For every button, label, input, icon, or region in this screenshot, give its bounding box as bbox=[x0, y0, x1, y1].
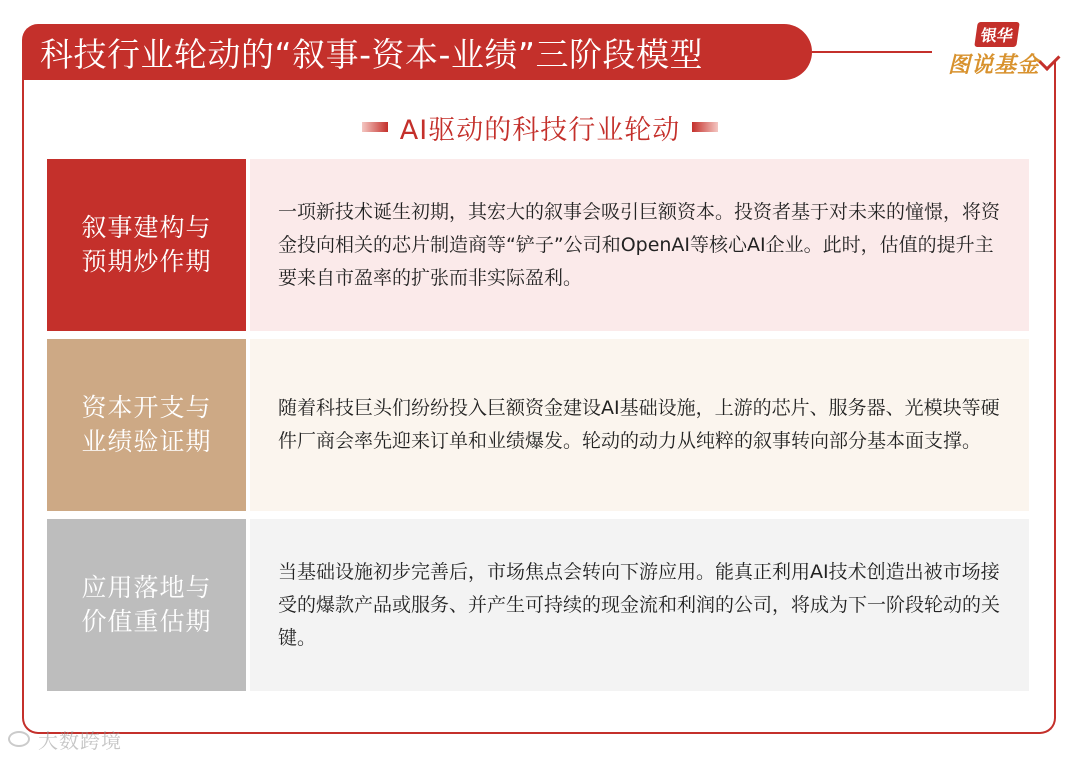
subtitle-right-bar bbox=[692, 122, 718, 132]
page-title: 科技行业轮动的“叙事-资本-业绩”三阶段模型 bbox=[40, 34, 704, 74]
stage-content-1 bbox=[250, 159, 1029, 331]
stage-label-2-line-2: 业绩验证期 bbox=[81, 427, 212, 456]
stage-row-3 bbox=[47, 519, 1029, 691]
stage-description-2: 随着科技巨头们纷纷投入巨额资金建设AI基础设施，上游的芯片、服务器、光模块等硬件厂商会率先迎来订单和业绩爆发。轮动的动力从纯粹的叙事转向部分基本面支撑。 bbox=[278, 397, 1000, 452]
watermark-icon bbox=[8, 731, 30, 747]
title-banner bbox=[22, 24, 812, 80]
stage-content-3 bbox=[250, 519, 1029, 691]
stage-label-2-line-1: 资本开支与 bbox=[81, 393, 212, 422]
logo-bottom-text: 图说基金 bbox=[948, 53, 1041, 78]
watermark-text: 大数跨境 bbox=[38, 728, 122, 753]
title-divider-line bbox=[812, 51, 932, 53]
brand-logo bbox=[944, 20, 1064, 82]
check-icon bbox=[1039, 49, 1061, 71]
stage-row-1 bbox=[47, 159, 1029, 331]
stage-label-2 bbox=[47, 339, 246, 511]
stage-label-1-line-1: 叙事建构与 bbox=[81, 213, 212, 242]
stage-label-3-line-2: 价值重估期 bbox=[81, 607, 212, 636]
stage-row-2 bbox=[47, 339, 1029, 511]
subtitle-left-bar bbox=[362, 122, 388, 132]
logo-top-text: 银华 bbox=[974, 22, 1020, 47]
section-subtitle bbox=[0, 107, 1080, 147]
stage-description-1: 一项新技术诞生初期，其宏大的叙事会吸引巨额资本。投资者基于对未来的憧憬，将资金投向相关的芯片制造商等“铲子”公司和OpenAI等核心AI企业。此时，估值的提升主要来自市盈率的扩张而非实际盈利。 bbox=[278, 200, 1001, 289]
stage-label-3-line-1: 应用落地与 bbox=[81, 573, 212, 602]
watermark bbox=[8, 722, 122, 756]
stage-description-3: 当基础设施初步完善后，市场焦点会转向下游应用。能真正利用AI技术创造出被市场接受的爆款产品或服务、并产生可持续的现金流和利润的公司，将成为下一阶段轮动的关键。 bbox=[278, 560, 1001, 649]
subtitle-text: AI驱动的科技行业轮动 bbox=[399, 114, 681, 146]
stage-label-1 bbox=[47, 159, 246, 331]
stage-content-2 bbox=[250, 339, 1029, 511]
stage-label-3 bbox=[47, 519, 246, 691]
stage-label-1-line-2: 预期炒作期 bbox=[81, 247, 212, 276]
